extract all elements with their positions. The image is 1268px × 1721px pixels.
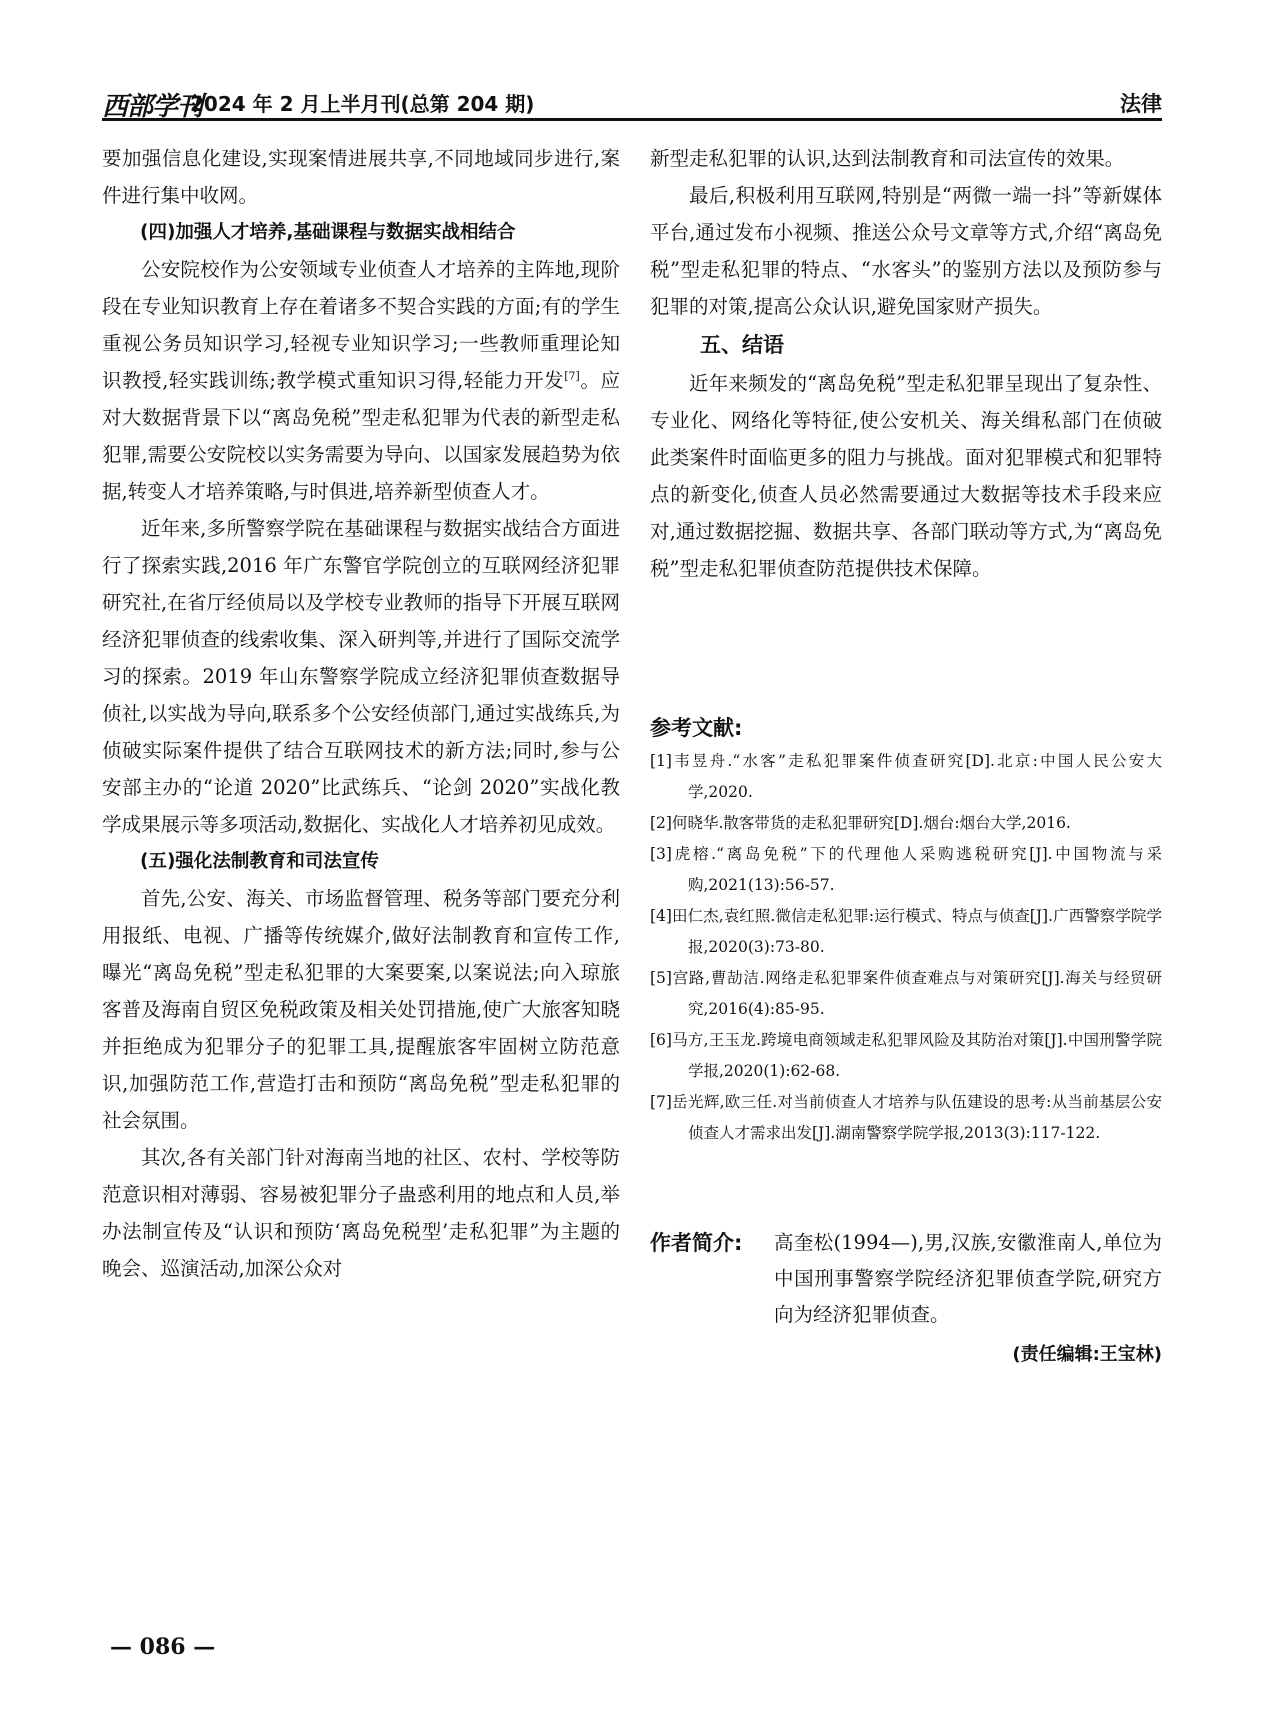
subsection-heading: (四)加强人才培养,基础课程与数据实战相结合 bbox=[140, 222, 516, 243]
author-bio-text: 高奎松(1994—),男,汉族,安徽淮南人,单位为中国刑事警察学院经济犯罪侦查学院,研究方向为经济犯罪侦查。 bbox=[774, 1231, 1162, 1326]
reference-item: [5]宫路,曹劼洁.网络走私犯罪案件侦查难点与对策研究[J].海关与经贸研究,2016(4):85-95. bbox=[650, 969, 1162, 1018]
author-bio-label: 作者简介: bbox=[650, 1231, 743, 1255]
paragraph: 其次,各有关部门针对海南当地的社区、农村、学校等防范意识相对薄弱、容易被犯罪分子蛊惑利用的地点和人员,举办法制宣传及“认识和预防‘离岛免税型’走私犯罪”为主题的晚会、巡演活动,加深公众对 bbox=[102, 1146, 620, 1280]
references-list bbox=[650, 746, 1162, 1149]
section-heading: 五、结语 bbox=[700, 333, 784, 357]
reference-item: [3]虎榕.“离岛免税”下的代理他人采购逃税研究[J].中国物流与采购,2021(13):56-57. bbox=[650, 845, 1162, 894]
paragraph: 近年来频发的“离岛免税”型走私犯罪呈现出了复杂性、专业化、网络化等特征,使公安机关、海关缉私部门在侦破此类案件时面临更多的阻力与挑战。面对犯罪模式和犯罪特点的新变化,侦查人员必然需要通过大数据等技术手段来应对,通过数据挖掘、数据共享、各部门联动等方式,为“离岛免税”型走私犯罪侦查防范提供技术保障。 bbox=[650, 372, 1162, 580]
subsection-heading: (五)强化法制教育和司法宣传 bbox=[140, 851, 379, 872]
reference-item: [6]马方,王玉龙.跨境电商领域走私犯罪风险及其防治对策[J].中国刑警学院学报,2020(1):62-68. bbox=[650, 1031, 1162, 1080]
reference-item: [2]何晓华.散客带货的走私犯罪研究[D].烟台:烟台大学,2016. bbox=[650, 814, 1071, 832]
paragraph: 要加强信息化建设,实现案情进展共享,不同地域同步进行,案件进行集中收网。 bbox=[102, 147, 620, 207]
page-header bbox=[102, 84, 1162, 121]
paragraph: 近年来,多所警察学院在基础课程与数据实战结合方面进行了探索实践,2016 年广东警官学院创立的互联网经济犯罪研究社,在省厅经侦局以及学校专业教师的指导下开展互联网经济犯罪侦查的线索收集、深入研判等,并进行了国际交流学习的探索。2019 年山东警察学院成立经济犯罪侦查数据导侦社,以实战为导向,联系多个公安经侦部门,通过实战练兵,为侦破实际案件提供了结合互联网技术的新方法;同时,参与公安部主办的“论道 2020”比武练兵、“论剑 2020”实战化教学成果展示等多项活动,数据化、实战化人才培养初见成效。 bbox=[102, 517, 620, 836]
journal-logo: 西部学刊 bbox=[102, 92, 203, 122]
reference-item: [4]田仁杰,袁红照.微信走私犯罪:运行模式、特点与侦查[J].广西警察学院学报,2020(3):73-80. bbox=[650, 907, 1162, 956]
paragraph: 新型走私犯罪的认识,达到法制教育和司法宣传的效果。 bbox=[650, 147, 1125, 170]
paragraph-text: 公安院校作为公安领域专业侦查人才培养的主阵地,现阶段在专业知识教育上存在着诸多不契合实践的方面;有的学生重视公务员知识学习,轻视专业知识学习;一些教师重理论知识教授,轻实践训练;教学模式重知识习得,轻能力开发 bbox=[102, 258, 620, 392]
issue-info: 2024 年 2 月上半月刊(总第 204 期) bbox=[190, 92, 535, 116]
paragraph-text: 。应对大数据背景下以“离岛免税”型走私犯罪为代表的新型走私犯罪,需要公安院校以实务需要为导向、以国家发展趋势为依据,转变人才培养策略,与时俱进,培养新型侦查人才。 bbox=[102, 369, 620, 503]
citation-mark[interactable]: [7] bbox=[564, 369, 580, 383]
reference-item: [7]岳光辉,欧三任.对当前侦查人才培养与队伍建设的思考:从当前基层公安侦查人才需求出发[J].湖南警察学院学报,2013(3):117-122. bbox=[650, 1093, 1162, 1142]
page-number: — 086 — bbox=[110, 1634, 216, 1660]
paragraph bbox=[102, 251, 620, 510]
responsible-editor: (责任编辑:王宝林) bbox=[1012, 1344, 1162, 1365]
author-bio bbox=[650, 1225, 1162, 1333]
section-name: 法律 bbox=[1120, 92, 1162, 116]
left-column bbox=[102, 140, 620, 1287]
reference-item: [1]韦昱舟.“水客”走私犯罪案件侦查研究[D].北京:中国人民公安大学,2020. bbox=[650, 752, 1162, 801]
paragraph: 最后,积极利用互联网,特别是“两微一端一抖”等新媒体平台,通过发布小视频、推送公众号文章等方式,介绍“离岛免税”型走私犯罪的特点、“水客头”的鉴别方法以及预防参与犯罪的对策,提高公众认识,避免国家财产损失。 bbox=[650, 184, 1162, 318]
paragraph: 首先,公安、海关、市场监督管理、税务等部门要充分利用报纸、电视、广播等传统媒介,做好法制教育和宣传工作,曝光“离岛免税”型走私犯罪的大案要案,以案说法;向入琼旅客普及海南自贸区免税政策及相关处罚措施,使广大旅客知晓并拒绝成为犯罪分子的犯罪工具,提醒旅客牢固树立防范意识,加强防范工作,营造打击和预防“离岛免税”型走私犯罪的社会氛围。 bbox=[102, 887, 620, 1132]
references-title: 参考文献: bbox=[650, 716, 743, 740]
right-column bbox=[650, 140, 1162, 587]
